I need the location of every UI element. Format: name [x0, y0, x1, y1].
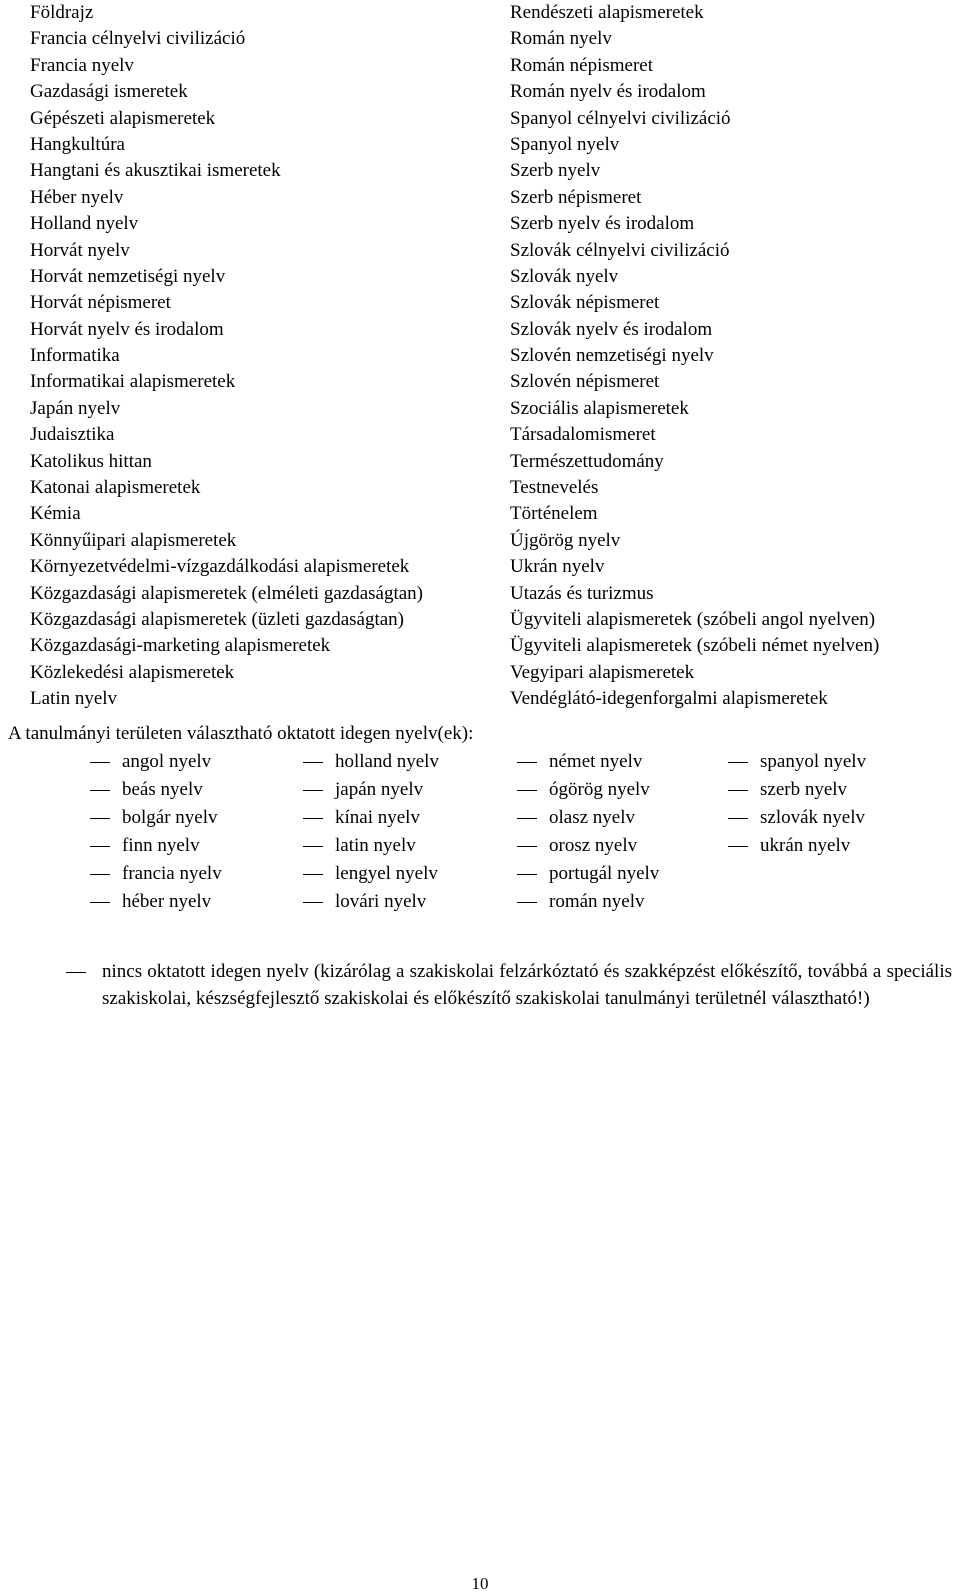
subject-left: Horvát népismeret [30, 292, 171, 314]
subject-right: Spanyol célnyelvi civilizáció [510, 107, 731, 129]
subject-row [30, 449, 955, 475]
language-option[interactable] [90, 804, 218, 832]
language-option[interactable] [517, 748, 642, 776]
subject-left: Informatika [30, 345, 120, 367]
language-label: bolgár nyelv [122, 807, 218, 828]
subject-right: Szlovák népismeret [510, 292, 660, 314]
language-label: orosz nyelv [549, 835, 638, 856]
checkbox-line[interactable] [90, 762, 110, 763]
language-row [90, 860, 950, 888]
subject-right: Újgörög nyelv [510, 529, 621, 551]
subject-list [30, 0, 955, 713]
language-row [90, 748, 950, 776]
subject-right: Román nyelv [510, 28, 612, 50]
checkbox-line[interactable] [66, 972, 86, 973]
subject-right: Ügyviteli alapismeretek (szóbeli német nyelven) [510, 635, 880, 657]
language-option[interactable] [303, 860, 438, 888]
checkbox-line[interactable] [303, 874, 323, 875]
subject-row [30, 0, 955, 26]
subject-right: Román népismeret [510, 54, 653, 76]
subject-left: Gazdasági ismeretek [30, 81, 188, 103]
language-option[interactable] [728, 776, 847, 804]
language-label: szlovák nyelv [760, 807, 866, 828]
language-label: portugál nyelv [549, 863, 660, 884]
subject-row [30, 501, 955, 527]
subject-right: Szociális alapismeretek [510, 397, 689, 419]
subject-row [30, 211, 955, 237]
subject-left: Közlekedési alapismeretek [30, 661, 235, 683]
language-label: szerb nyelv [760, 779, 848, 800]
language-option[interactable] [728, 748, 866, 776]
language-row [90, 888, 950, 916]
subject-row [30, 581, 955, 607]
language-option[interactable] [728, 832, 850, 860]
subject-right: Testnevelés [510, 477, 599, 499]
language-label: francia nyelv [122, 863, 222, 884]
checkbox-line[interactable] [90, 846, 110, 847]
subject-right: Szlovén népismeret [510, 371, 660, 393]
language-option[interactable] [90, 860, 222, 888]
language-option[interactable] [303, 804, 420, 832]
subject-left: Könnyűipari alapismeretek [30, 529, 237, 551]
subject-left: Katolikus hittan [30, 450, 152, 472]
checkbox-line[interactable] [303, 762, 323, 763]
subject-right: Szlovák nyelv [510, 265, 619, 287]
subject-row [30, 79, 955, 105]
subject-left: Horvát nyelv és irodalom [30, 318, 224, 340]
subject-right: Szlovén nemzetiségi nyelv [510, 345, 714, 367]
language-label: német nyelv [549, 751, 643, 772]
checkbox-line[interactable] [90, 874, 110, 875]
subject-right: Román nyelv és irodalom [510, 81, 706, 103]
subject-right: Ukrán nyelv [510, 556, 605, 578]
subject-left: Japán nyelv [30, 397, 121, 419]
language-option[interactable] [517, 804, 635, 832]
checkbox-line[interactable] [303, 818, 323, 819]
subject-right: Történelem [510, 503, 598, 525]
subject-left: Francia nyelv [30, 54, 134, 76]
subject-left: Latin nyelv [30, 688, 118, 710]
checkbox-line[interactable] [517, 790, 537, 791]
checkbox-line[interactable] [303, 846, 323, 847]
subject-row [30, 158, 955, 184]
language-row [90, 804, 950, 832]
language-label: japán nyelv [335, 779, 424, 800]
language-option[interactable] [517, 888, 645, 916]
subject-row [30, 132, 955, 158]
language-label: finn nyelv [122, 835, 200, 856]
subject-right: Társadalomismeret [510, 424, 656, 446]
subject-row [30, 238, 955, 264]
checkbox-line[interactable] [517, 762, 537, 763]
subject-row [30, 660, 955, 686]
subject-row [30, 317, 955, 343]
subject-row [30, 369, 955, 395]
subject-left: Közgazdasági alapismeretek (üzleti gazdaságtan) [30, 608, 405, 630]
subject-right: Spanyol nyelv [510, 133, 620, 155]
subject-left: Hangkultúra [30, 133, 125, 155]
subject-row [30, 26, 955, 52]
subject-row [30, 554, 955, 580]
subject-right: Szlovák nyelv és irodalom [510, 318, 713, 340]
checkbox-line[interactable] [728, 790, 748, 791]
subject-right: Természettudomány [510, 450, 664, 472]
checkbox-line[interactable] [90, 902, 110, 903]
subject-left: Földrajz [30, 2, 94, 23]
checkbox-line[interactable] [303, 790, 323, 791]
subject-left: Katonai alapismeretek [30, 477, 201, 499]
subject-row [30, 633, 955, 659]
language-option[interactable] [90, 748, 211, 776]
language-option[interactable] [517, 832, 637, 860]
language-option[interactable] [303, 748, 439, 776]
subject-right: Szerb népismeret [510, 186, 642, 208]
subject-row [30, 185, 955, 211]
language-option[interactable] [303, 888, 426, 916]
language-label: lovári nyelv [335, 891, 427, 912]
subject-left: Héber nyelv [30, 186, 124, 208]
checkbox-line[interactable] [517, 818, 537, 819]
checkbox-line[interactable] [728, 762, 748, 763]
subject-row [30, 422, 955, 448]
checkbox-line[interactable] [90, 818, 110, 819]
subject-row [30, 528, 955, 554]
subject-right: Szerb nyelv és irodalom [510, 213, 695, 235]
subject-right: Rendészeti alapismeretek [510, 2, 704, 23]
subject-left: Horvát nyelv [30, 239, 130, 261]
subject-left: Közgazdasági alapismeretek (elméleti gazdaságtan) [30, 582, 423, 604]
no-language-option[interactable] [66, 959, 952, 1012]
languages-heading: A tanulmányi területen választható oktatott idegen nyelv(ek): [8, 723, 474, 744]
language-label: ukrán nyelv [760, 835, 851, 856]
language-options [90, 748, 950, 916]
language-label: beás nyelv [122, 779, 203, 800]
checkbox-line[interactable] [728, 818, 748, 819]
language-option[interactable] [728, 804, 865, 832]
language-option[interactable] [90, 832, 200, 860]
language-option[interactable] [303, 776, 423, 804]
subject-row [30, 607, 955, 633]
language-label: spanyol nyelv [760, 751, 867, 772]
subject-left: Horvát nemzetiségi nyelv [30, 265, 226, 287]
subject-row [30, 396, 955, 422]
language-option[interactable] [90, 776, 203, 804]
language-option[interactable] [303, 832, 416, 860]
subject-right: Szlovák célnyelvi civilizáció [510, 239, 730, 261]
language-label: kínai nyelv [335, 807, 420, 828]
language-label: olasz nyelv [549, 807, 636, 828]
subject-row [30, 686, 955, 712]
language-row [90, 832, 950, 860]
language-label: holland nyelv [335, 751, 439, 772]
checkbox-line[interactable] [90, 790, 110, 791]
checkbox-line[interactable] [517, 902, 537, 903]
checkbox-line[interactable] [728, 846, 748, 847]
subject-left: Kémia [30, 503, 81, 525]
language-label: román nyelv [549, 891, 645, 912]
language-label: latin nyelv [335, 835, 416, 856]
language-option[interactable] [90, 888, 211, 916]
subject-row [30, 53, 955, 79]
subject-right: Vegyipari alapismeretek [510, 661, 695, 683]
subject-left: Gépészeti alapismeretek [30, 107, 216, 129]
subject-right: Vendéglátó-idegenforgalmi alapismeretek [510, 688, 828, 710]
language-label: héber nyelv [122, 891, 212, 912]
subject-left: Közgazdasági-marketing alapismeretek [30, 635, 331, 657]
checkbox-line[interactable] [303, 902, 323, 903]
language-option[interactable] [517, 860, 659, 888]
subject-row [30, 106, 955, 132]
subject-right: Szerb nyelv [510, 160, 601, 182]
subject-left: Hangtani és akusztikai ismeretek [30, 160, 281, 182]
subject-right: Ügyviteli alapismeretek (szóbeli angol nyelven) [510, 608, 876, 630]
language-label: lengyel nyelv [335, 863, 438, 884]
language-label: ógörög nyelv [549, 779, 650, 800]
language-row [90, 776, 950, 804]
no-language-label: nincs oktatott idegen nyelv (kizárólag a szakiskolai felzárkóztató és szakképzést előkészítő, továbbá a speciális szakiskolai, készségfejlesztő szakiskolai és előkészítő szakiskolai tanulmányi területnél választható!) [102, 961, 952, 1009]
language-label: angol nyelv [122, 751, 212, 772]
checkbox-line[interactable] [517, 874, 537, 875]
page-number: 10 [471, 1574, 489, 1593]
subject-left: Francia célnyelvi civilizáció [30, 28, 246, 50]
language-option[interactable] [517, 776, 650, 804]
subject-row [30, 475, 955, 501]
subject-row [30, 290, 955, 316]
subject-right: Utazás és turizmus [510, 582, 654, 604]
checkbox-line[interactable] [517, 846, 537, 847]
subject-row [30, 343, 955, 369]
subject-left: Holland nyelv [30, 213, 139, 235]
subject-left: Környezetvédelmi-vízgazdálkodási alapismeretek [30, 556, 410, 578]
subject-row [30, 264, 955, 290]
subject-left: Informatikai alapismeretek [30, 371, 236, 393]
subject-left: Judaisztika [30, 424, 115, 446]
